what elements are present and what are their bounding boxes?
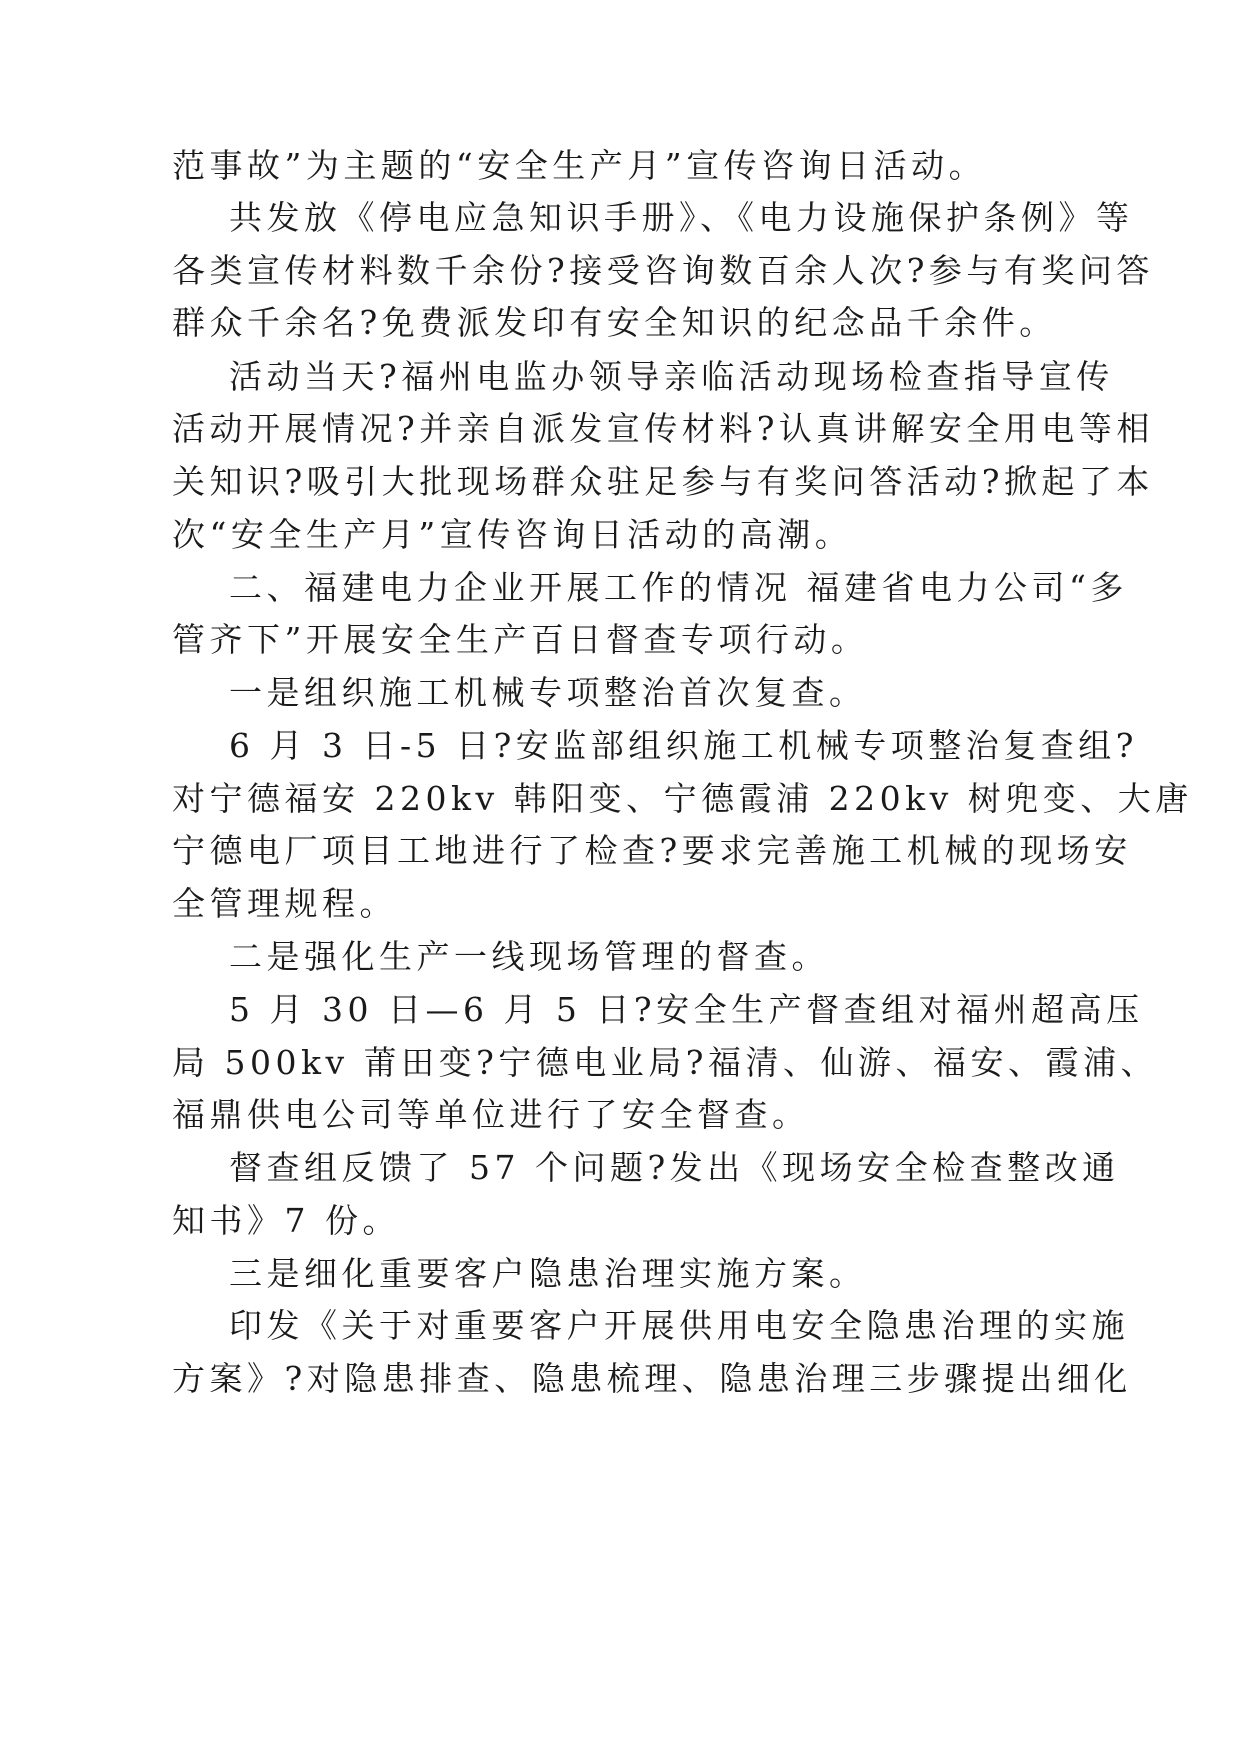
text-line-22: 三是细化重要客户隐患治理实施方案。 [229,1254,867,1293]
text-line-6: 活动开展情况?并亲自派发宣传材料?认真讲解安全用电等相 [172,409,1154,448]
text-line-18: 局 500kv 莆田变?宁德电业局?福清、仙游、福安、霞浦、 [172,1043,1158,1082]
text-line-17: 5 月 30 日—6 月 5 日?安全生产督查组对福州超高压 [229,990,1144,1029]
text-line-14: 宁德电厂项目工地进行了检查?要求完善施工机械的现场安 [172,831,1132,870]
text-line-7: 关知识?吸引大批现场群众驻足参与有奖问答活动?掀起了本 [172,462,1154,501]
text-line-20: 督查组反馈了 57 个问题?发出《现场安全检查整改通 [229,1148,1120,1187]
text-line-19: 福鼎供电公司等单位进行了安全督查。 [172,1095,810,1134]
text-line-24: 方案》?对隐患排查、隐患梳理、隐患治理三步骤提出细化 [172,1359,1132,1398]
text-line-5: 活动当天?福州电监办领导亲临活动现场检查指导宣传 [229,357,1114,396]
text-line-15: 全管理规程。 [172,884,397,923]
text-line-4: 群众千余名?免费派发印有安全知识的纪念品千余件。 [172,303,1057,342]
text-line-8: 次“安全生产月”宣传咨询日活动的高潮。 [172,515,853,554]
text-line-10: 管齐下”开展安全生产百日督查专项行动。 [172,620,869,659]
text-line-3: 各类宣传材料数千余份?接受咨询数百余人次?参与有奖问答 [172,251,1154,290]
text-line-9: 二、福建电力企业开展工作的情况 福建省电力公司“多 [229,568,1128,607]
text-line-11: 一是组织施工机械专项整治首次复查。 [229,673,867,712]
text-line-13: 对宁德福安 220kv 韩阳变、宁德霞浦 220kv 树兜变、大唐 [172,779,1193,818]
text-line-16: 二是强化生产一线现场管理的督查。 [229,937,829,976]
text-line-23: 印发《关于对重要客户开展供用电安全隐患治理的实施 [229,1306,1129,1345]
text-line-1: 范事故”为主题的“安全生产月”宣传咨询日活动。 [172,146,987,185]
text-line-21: 知书》7 份。 [172,1201,400,1240]
text-line-12: 6 月 3 日-5 日?安监部组织施工机械专项整治复查组? [229,726,1138,765]
text-line-2: 共发放《停电应急知识手册》、《电力设施保护条例》等 [229,198,1134,237]
